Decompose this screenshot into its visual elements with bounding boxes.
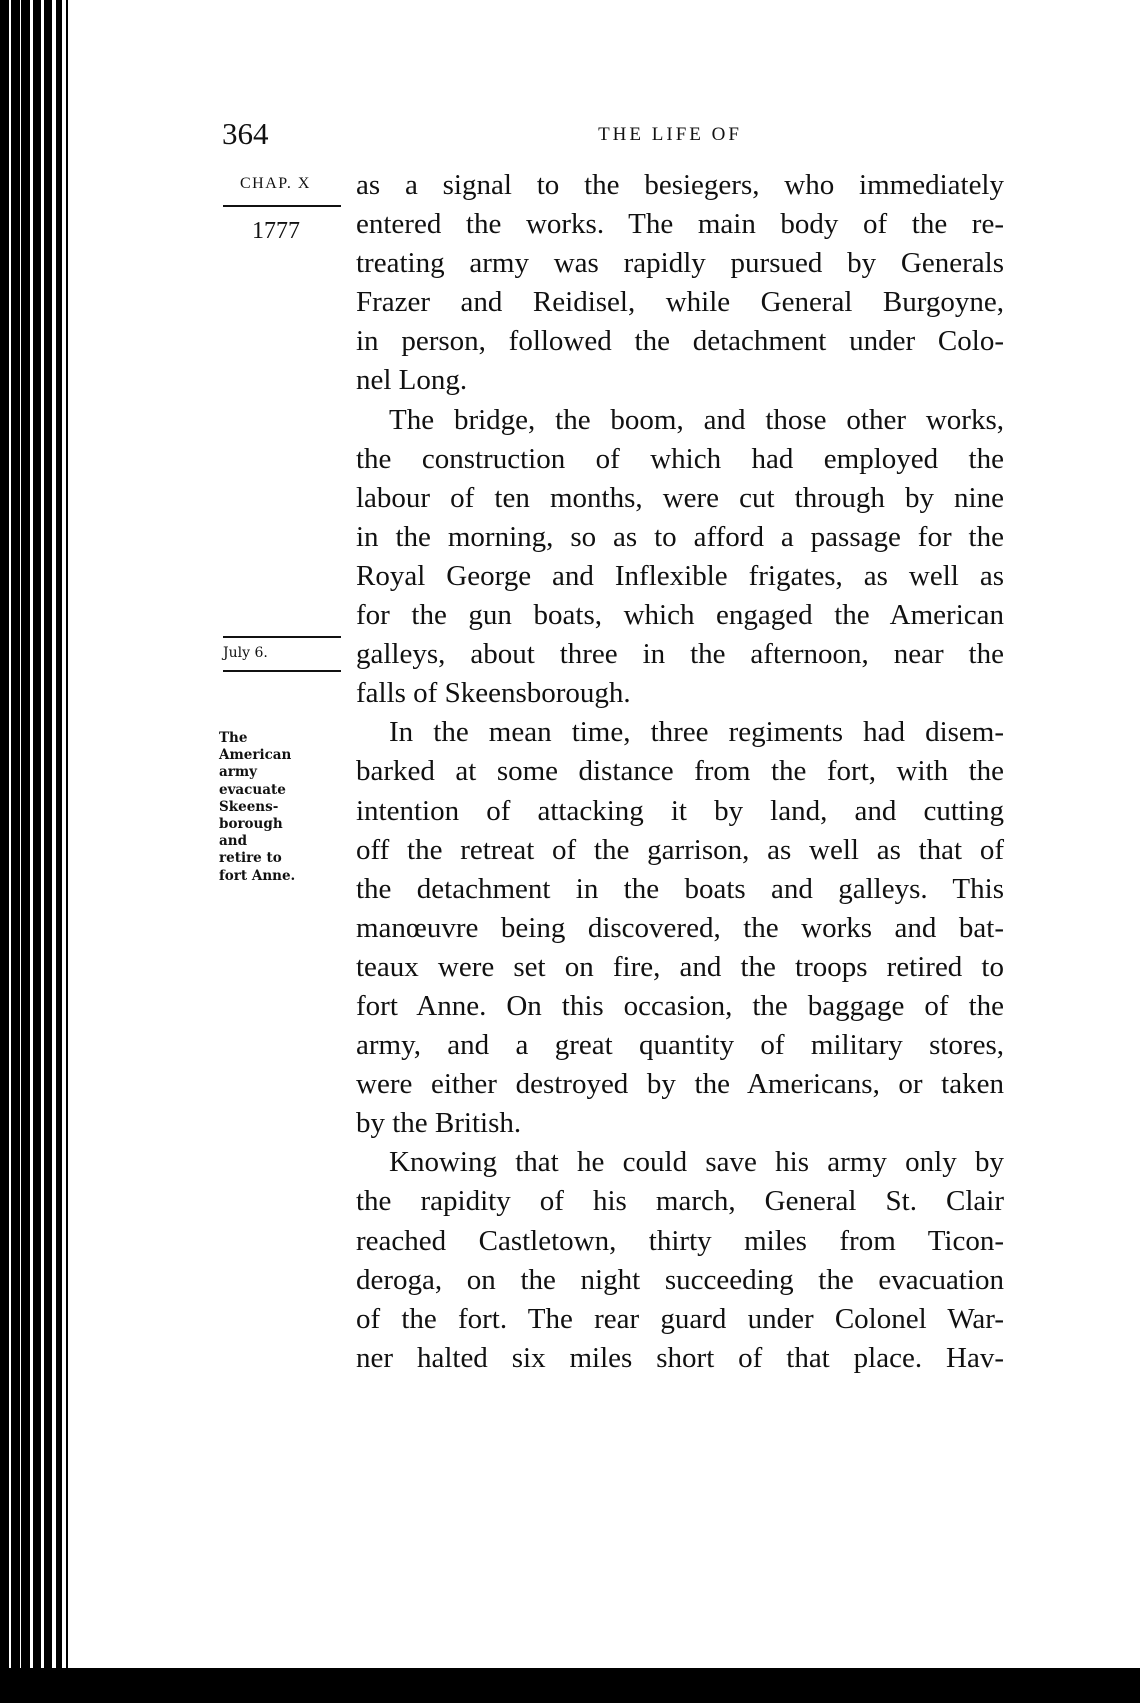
text-line: the detachment in the boats and galleys. This	[356, 872, 1004, 905]
text-line: the construction of which had employed the	[356, 442, 1004, 475]
text-line: Frazer and Reidisel, while General Burgoyne,	[356, 286, 1004, 319]
text-line: off the retreat of the garrison, as well as that of	[356, 833, 1004, 866]
sidenote-line: The	[219, 730, 248, 746]
text-line: fort Anne. On this occasion, the baggage of the	[356, 989, 1004, 1022]
text-line: entered the works. The main body of the re-	[356, 208, 1004, 241]
text-line: ner halted six miles short of that place. Hav-	[356, 1341, 1004, 1374]
sidenote-line: army	[219, 764, 257, 781]
paragraph	[356, 713, 1004, 1143]
text-line: galleys, about three in the afternoon, near the	[356, 638, 1004, 671]
text-line: teaux were set on fire, and the troops retired to	[356, 950, 1004, 983]
text-line: in the morning, so as to afford a passage for the	[356, 520, 1004, 553]
text-line: labour of ten months, were cut through by nine	[356, 481, 1004, 514]
text-line: nel Long.	[356, 364, 468, 397]
text-line: manœuvre being discovered, the works and bat-	[356, 911, 1004, 944]
text-line: for the gun boats, which engaged the American	[356, 599, 1004, 632]
sidenote-line: American	[219, 747, 292, 764]
text-line: Knowing that he could save his army only by	[389, 1146, 1004, 1179]
margin-rule	[223, 636, 341, 638]
text-line: of the fort. The rear guard under Colonel War-	[356, 1302, 1004, 1335]
paragraph	[356, 401, 1004, 714]
text-line: by the British.	[356, 1107, 522, 1140]
text-line: as a signal to the besiegers, who immediately	[356, 169, 1004, 201]
body-text	[356, 166, 1004, 1378]
text-line: in person, followed the detachment under Colo-	[356, 325, 1004, 358]
sidenote-line: Skeens-	[219, 798, 279, 815]
running-head: THE LIFE OF	[598, 124, 742, 145]
margin-date: July 6.	[223, 645, 268, 661]
sidenote-line: evacuate	[219, 781, 286, 798]
text-line: army, and a great quantity of military stores,	[356, 1029, 1004, 1062]
text-line: deroga, on the night succeeding the evacuation	[356, 1263, 1004, 1296]
scan-border	[0, 1668, 1140, 1703]
sidenote-line: fort Anne.	[219, 867, 296, 884]
paragraph	[356, 166, 1004, 401]
paragraph	[356, 1143, 1004, 1378]
text-line: falls of Skeensborough.	[356, 677, 631, 710]
chapter-label: CHAP. X	[240, 175, 311, 192]
text-line: the rapidity of his march, General St. Clair	[356, 1185, 1004, 1218]
margin-rule	[223, 205, 341, 207]
book-binding-edge	[0, 0, 72, 1703]
text-line: Royal George and Inflexible frigates, as well as	[356, 559, 1004, 592]
text-line: intention of attacking it by land, and cutting	[356, 794, 1004, 827]
sidenote-line: retire to	[219, 850, 282, 867]
text-line: The bridge, the boom, and those other works,	[389, 403, 1004, 436]
page-number: 364	[222, 116, 269, 151]
text-line: were either destroyed by the Americans, or taken	[356, 1068, 1004, 1101]
sidenote-line: and	[219, 833, 248, 850]
text-line: treating army was rapidly pursued by Generals	[356, 247, 1004, 280]
text-line: In the mean time, three regiments had disem-	[389, 716, 1004, 749]
text-line: barked at some distance from the fort, with the	[356, 755, 1004, 788]
margin-year: 1777	[252, 218, 300, 244]
margin-sidenote	[219, 730, 295, 885]
margin-rule	[223, 670, 341, 672]
text-line: reached Castletown, thirty miles from Ticon-	[356, 1224, 1004, 1257]
sidenote-line: borough	[219, 816, 283, 833]
